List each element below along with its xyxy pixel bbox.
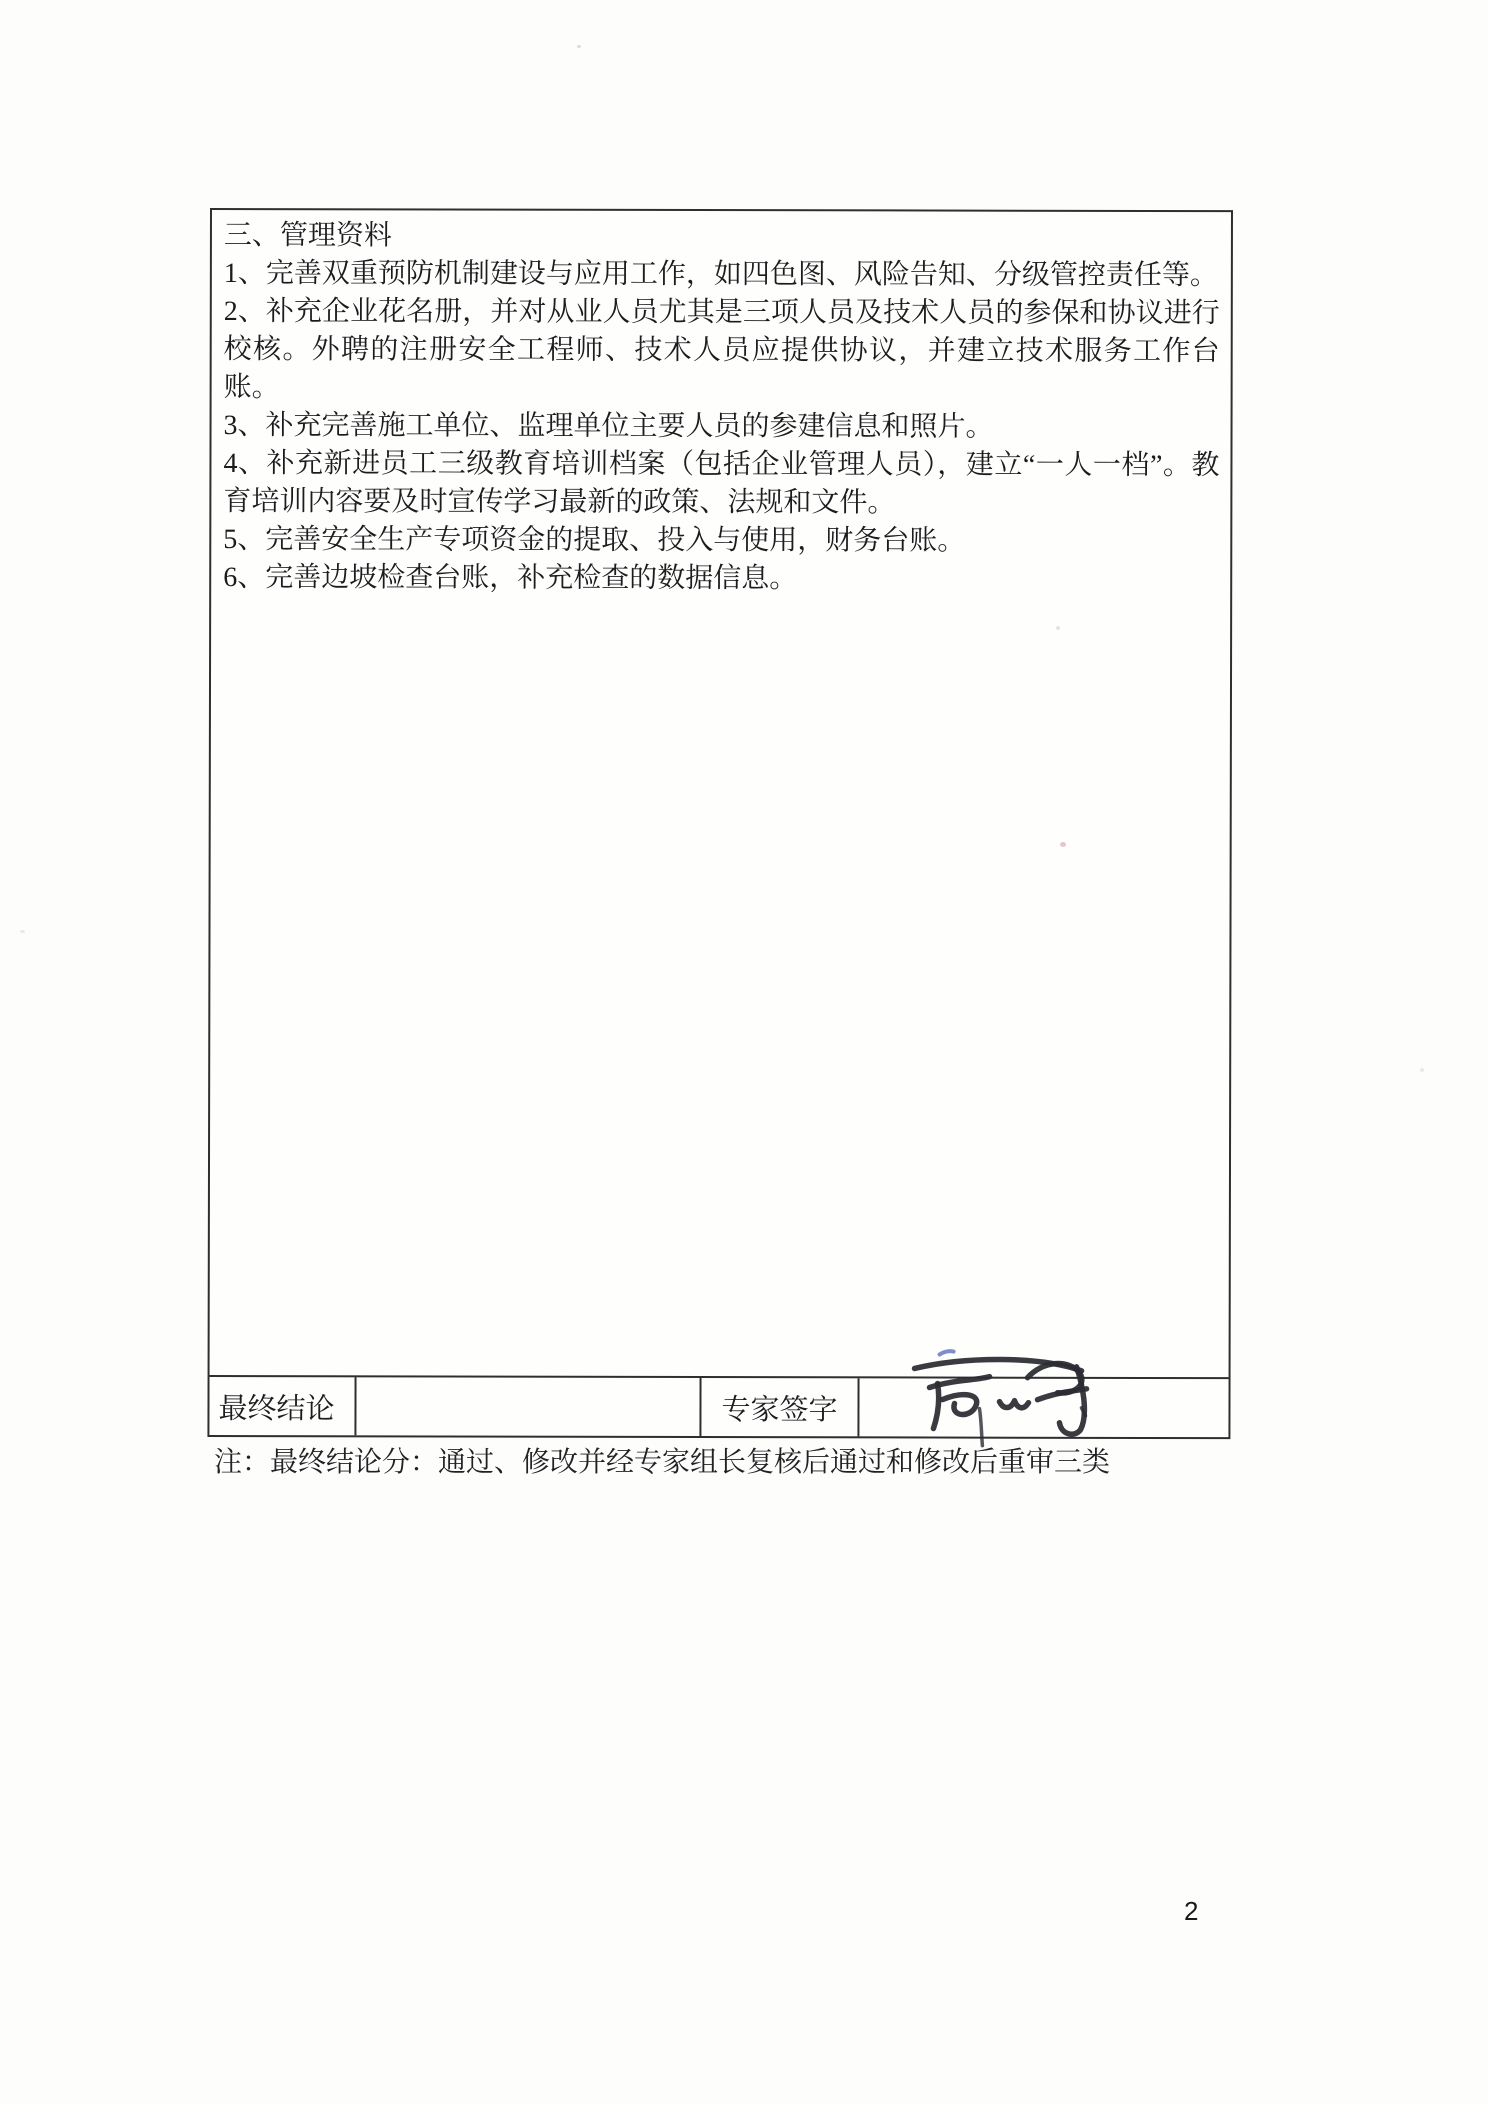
list-item-6: 6、完善边坡检查台账，补充检查的数据信息。 xyxy=(223,562,798,595)
final-conclusion-value xyxy=(354,1377,699,1436)
list-item-5: 5、完善安全生产专项资金的提取、投入与使用，财务台账。 xyxy=(223,524,966,557)
conclusion-row xyxy=(209,1375,1228,1437)
management-materials-cell xyxy=(210,210,1231,1377)
final-conclusion-label: 最终结论 xyxy=(218,1392,335,1425)
page-number: 2 xyxy=(1184,1896,1199,1926)
scan-speck xyxy=(1420,1068,1424,1072)
footnote: 注：最终结论分：通过、修改并经专家组长复核后通过和修改后重审三类 xyxy=(214,1447,1111,1478)
list-item-2: 2、补充企业花名册，并对从业人员尤其是三项人员及技术人员的参保和协议进行校核。外聘的注册安全工程师、技术人员应提供协议，并建立技术服务工作台账。 xyxy=(223,296,1220,404)
review-table xyxy=(207,208,1233,1439)
section-title: 三、管理资料 xyxy=(223,220,392,252)
scan-speck xyxy=(577,45,581,48)
list-item-3: 3、补充完善施工单位、监理单位主要人员的参建信息和照片。 xyxy=(223,410,994,443)
expert-signature-cell xyxy=(857,1378,1228,1437)
expert-signature-label: 专家签字 xyxy=(699,1378,857,1436)
scan-speck xyxy=(20,930,25,933)
list-item-4: 4、补充新进员工三级教育培训档案（包括企业管理人员），建立“一人一档”。教育培训内容要及时宣传学习最新的政策、法规和文件。 xyxy=(223,448,1220,519)
list-item-1: 1、完善双重预防机制建设与应用工作，如四色图、风险告知、分级管控责任等。 xyxy=(223,258,1218,292)
